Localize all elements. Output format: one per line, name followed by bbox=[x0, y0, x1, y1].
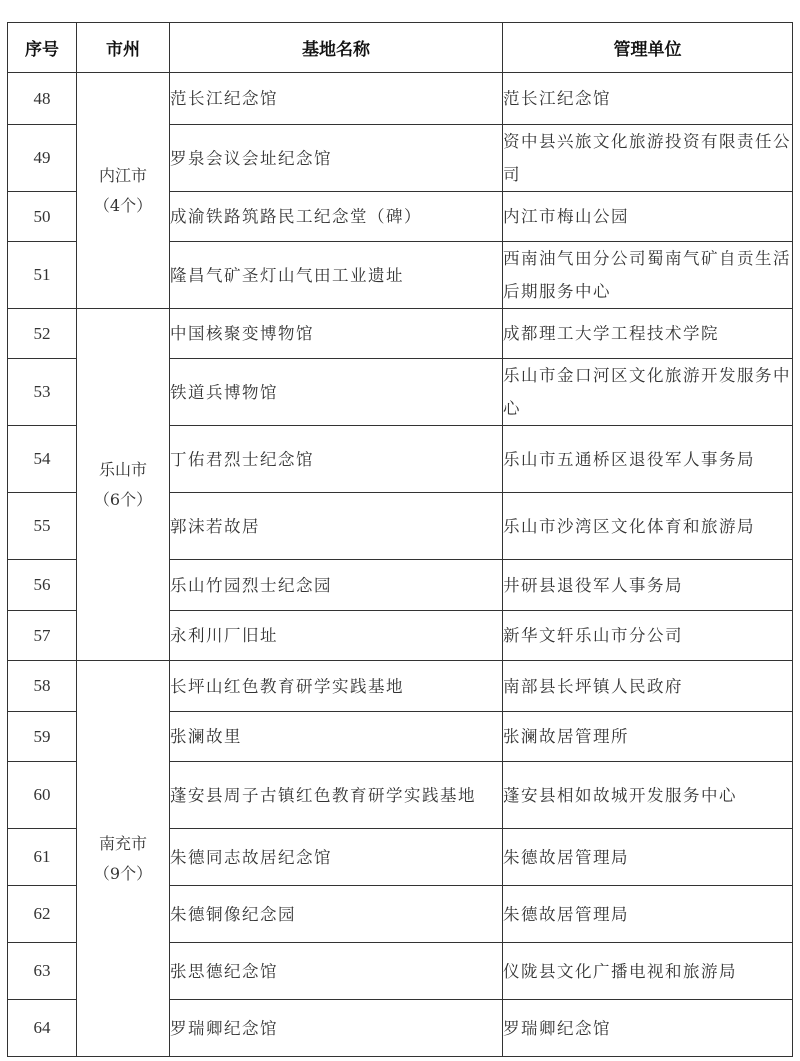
cell-base-name: 隆昌气矿圣灯山气田工业遗址 bbox=[170, 242, 503, 309]
cell-city-group bbox=[77, 73, 170, 309]
cell-no: 63 bbox=[8, 943, 77, 1000]
cell-base-name: 铁道兵博物馆 bbox=[170, 359, 503, 426]
city-name: 乐山市 bbox=[98, 459, 147, 479]
city-count: （4个） bbox=[93, 195, 153, 215]
cell-base-name: 永利川厂旧址 bbox=[170, 611, 503, 661]
cell-management-unit: 蓬安县相如故城开发服务中心 bbox=[503, 762, 793, 829]
cell-management-unit: 井研县退役军人事务局 bbox=[503, 560, 793, 611]
cell-no: 62 bbox=[8, 886, 77, 943]
city-count: （6个） bbox=[93, 489, 153, 509]
cell-base-name: 朱德同志故居纪念馆 bbox=[170, 829, 503, 886]
cell-management-unit: 乐山市五通桥区退役军人事务局 bbox=[503, 426, 793, 493]
cell-base-name: 中国核聚变博物馆 bbox=[170, 309, 503, 359]
cell-no: 61 bbox=[8, 829, 77, 886]
cell-base-name: 罗瑞卿纪念馆 bbox=[170, 1000, 503, 1057]
cell-no: 59 bbox=[8, 712, 77, 762]
cell-city-group bbox=[77, 661, 170, 1057]
cell-management-unit: 南部县长坪镇人民政府 bbox=[503, 661, 793, 712]
cell-management-unit: 范长江纪念馆 bbox=[503, 73, 793, 125]
header-no: 序号 bbox=[8, 23, 77, 73]
cell-management-unit: 张澜故居管理所 bbox=[503, 712, 793, 762]
header-unit: 管理单位 bbox=[503, 23, 793, 73]
cell-no: 50 bbox=[8, 192, 77, 242]
cell-no: 51 bbox=[8, 242, 77, 309]
cell-management-unit: 西南油气田分公司蜀南气矿自贡生活后期服务中心 bbox=[503, 242, 793, 309]
table-row bbox=[8, 73, 793, 125]
cell-management-unit: 罗瑞卿纪念馆 bbox=[503, 1000, 793, 1057]
cell-no: 55 bbox=[8, 493, 77, 560]
cell-city-group bbox=[77, 309, 170, 661]
cell-base-name: 蓬安县周子古镇红色教育研学实践基地 bbox=[170, 762, 503, 829]
cell-no: 48 bbox=[8, 73, 77, 125]
cell-base-name: 郭沫若故居 bbox=[170, 493, 503, 560]
city-name: 南充市 bbox=[98, 833, 147, 853]
cell-management-unit: 新华文轩乐山市分公司 bbox=[503, 611, 793, 661]
cell-management-unit: 内江市梅山公园 bbox=[503, 192, 793, 242]
cell-no: 60 bbox=[8, 762, 77, 829]
cell-base-name: 乐山竹园烈士纪念园 bbox=[170, 560, 503, 611]
table-body bbox=[8, 73, 793, 1057]
cell-management-unit: 乐山市金口河区文化旅游开发服务中心 bbox=[503, 359, 793, 426]
base-list-table bbox=[7, 22, 793, 1057]
table-row bbox=[8, 309, 793, 359]
table-row bbox=[8, 661, 793, 712]
cell-management-unit: 成都理工大学工程技术学院 bbox=[503, 309, 793, 359]
cell-base-name: 丁佑君烈士纪念馆 bbox=[170, 426, 503, 493]
cell-no: 56 bbox=[8, 560, 77, 611]
cell-no: 49 bbox=[8, 125, 77, 192]
cell-base-name: 张澜故里 bbox=[170, 712, 503, 762]
cell-no: 52 bbox=[8, 309, 77, 359]
cell-no: 54 bbox=[8, 426, 77, 493]
cell-base-name: 长坪山红色教育研学实践基地 bbox=[170, 661, 503, 712]
cell-management-unit: 资中县兴旅文化旅游投资有限责任公司 bbox=[503, 125, 793, 192]
city-name: 内江市 bbox=[98, 165, 147, 185]
cell-base-name: 朱德铜像纪念园 bbox=[170, 886, 503, 943]
cell-no: 53 bbox=[8, 359, 77, 426]
cell-management-unit: 朱德故居管理局 bbox=[503, 829, 793, 886]
city-count: （9个） bbox=[93, 863, 153, 883]
cell-base-name: 范长江纪念馆 bbox=[170, 73, 503, 125]
cell-base-name: 成渝铁路筑路民工纪念堂（碑） bbox=[170, 192, 503, 242]
header-city: 市州 bbox=[77, 23, 170, 73]
cell-management-unit: 乐山市沙湾区文化体育和旅游局 bbox=[503, 493, 793, 560]
cell-management-unit: 朱德故居管理局 bbox=[503, 886, 793, 943]
table-header-row bbox=[8, 23, 793, 73]
cell-no: 57 bbox=[8, 611, 77, 661]
cell-no: 64 bbox=[8, 1000, 77, 1057]
header-name: 基地名称 bbox=[170, 23, 503, 73]
cell-base-name: 罗泉会议会址纪念馆 bbox=[170, 125, 503, 192]
cell-no: 58 bbox=[8, 661, 77, 712]
cell-base-name: 张思德纪念馆 bbox=[170, 943, 503, 1000]
cell-management-unit: 仪陇县文化广播电视和旅游局 bbox=[503, 943, 793, 1000]
